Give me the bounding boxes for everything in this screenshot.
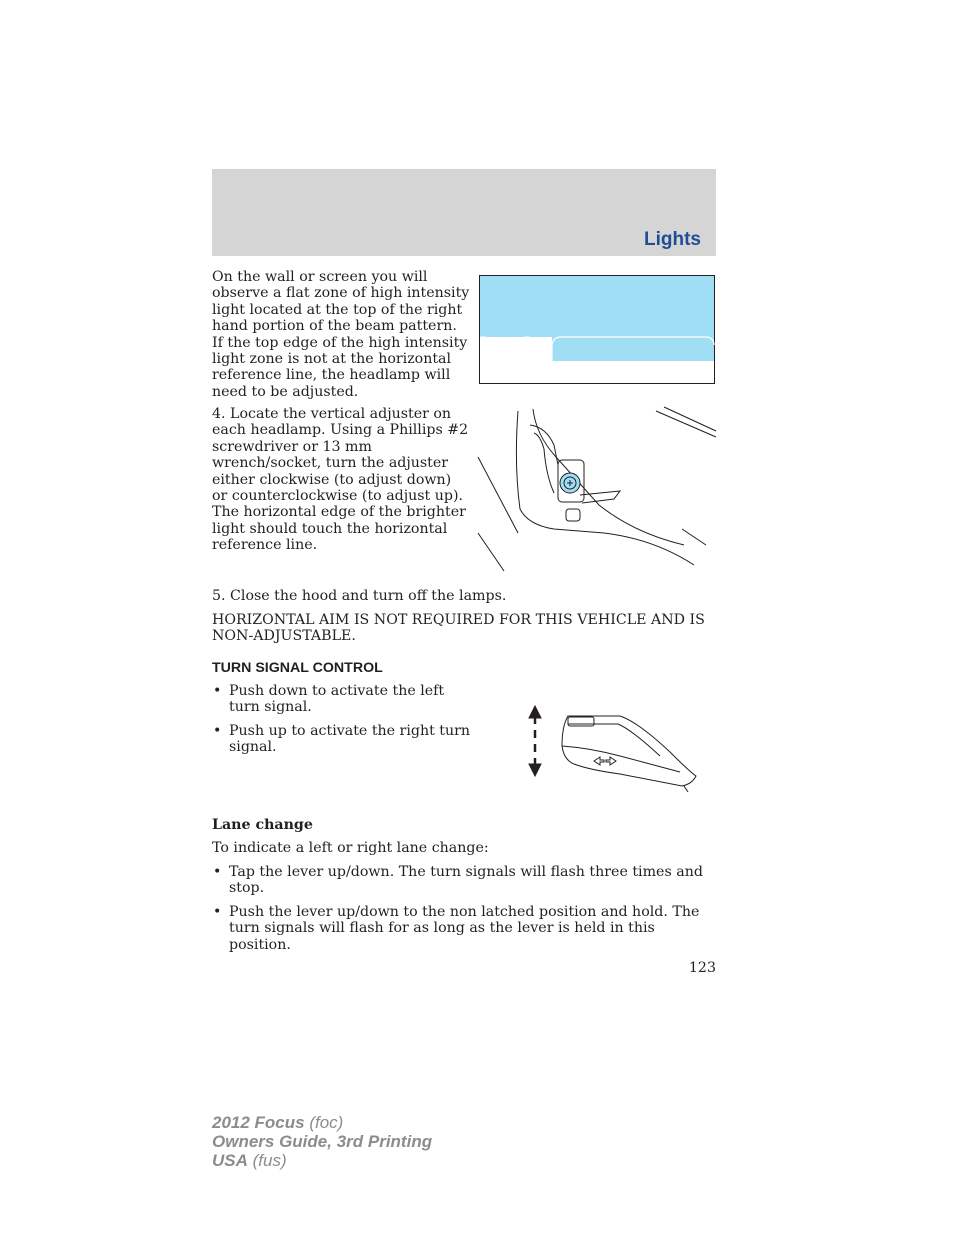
- turn-signal-lever-illustration: [520, 700, 700, 792]
- step-5-text: 5. Close the hood and turn off the lamps.: [212, 588, 507, 604]
- headlamp-adjuster-illustration: [474, 405, 718, 575]
- turn-signal-list: [212, 683, 472, 756]
- lane-change-intro: To indicate a left or right lane change:: [212, 840, 489, 856]
- lane-change-heading: Lane change: [212, 817, 313, 833]
- page-number: 123: [688, 960, 716, 976]
- beam-pattern-paragraph: On the wall or screen you will observe a flat zone of high intensity light located at the top of the right hand portion of the beam pattern. If the top edge of the high intensity light zone is not at the horizontal reference line, the headlamp will need to be adjusted.: [212, 269, 470, 400]
- lane-change-list: [212, 864, 716, 953]
- adjuster-paragraph: 4. Locate the vertical adjuster on each headlamp. Using a Phillips #2 screwdriver or 13 mm wrench/socket, turn the adjuster either clockwise (to adjust down) or counterclockwise (to adjust up). The horizontal edge of the brighter light should touch the horizontal reference line.: [212, 406, 469, 554]
- footer-line-3: USA (fus): [212, 1151, 287, 1170]
- footer-line-1: 2012 Focus (foc): [212, 1113, 344, 1132]
- section-header-band: [212, 169, 716, 256]
- turn-signal-heading: TURN SIGNAL CONTROL: [212, 660, 383, 676]
- bullet-dot: •: [213, 903, 222, 920]
- footer-line-2: Owners Guide, 3rd Printing: [212, 1132, 433, 1151]
- horizontal-aim-note: HORIZONTAL AIM IS NOT REQUIRED FOR THIS VEHICLE AND IS NON-ADJUSTABLE.: [212, 612, 705, 645]
- bullet-dot: •: [213, 722, 222, 739]
- beam-pattern-illustration: [479, 275, 715, 384]
- list-item: • Push down to activate the left turn signal.: [213, 683, 445, 716]
- list-item: • Push the lever up/down to the non latched position and hold. The turn signals will flash for as long as the lever is held in this position.: [213, 903, 700, 953]
- document-footer: [212, 1113, 432, 1170]
- list-item: • Tap the lever up/down. The turn signals will flash three times and stop.: [213, 864, 703, 897]
- bullet-dot: •: [213, 864, 222, 880]
- list-item: • Push up to activate the right turn signal.: [213, 722, 471, 756]
- section-title: Lights: [644, 229, 701, 250]
- bullet-dot: •: [213, 683, 222, 699]
